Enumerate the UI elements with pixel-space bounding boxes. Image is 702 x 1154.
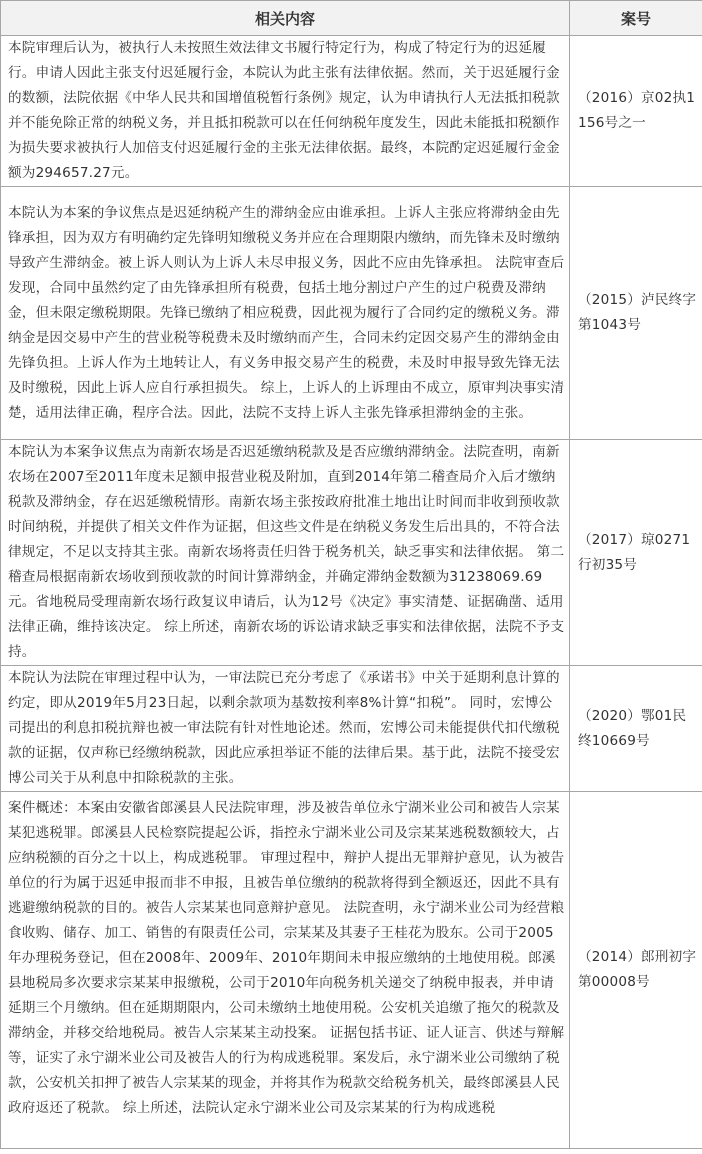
header-row — [1, 1, 702, 36]
header-content: 相关内容 — [1, 1, 570, 36]
case-content: 本院审理后认为，被执行人未按照生效法律文书履行特定行为，构成了特定行为的迟延履行。申请人因此主张支付迟延履行金，本院认为此主张有法律依据。然而，关于迟延履行金的数额，法院依据《中华人民共和国增值税暂行条例》规定，认为申请执行人无法抵扣税款并不能免除正常的纳税义务，并且抵扣税款可以在任何纳税年度发生，因此未能抵扣税额作为损失要求被执行人加倍支付迟延履行金的主张无法律依据。最终，本院酌定迟延履行金金额为294657.27元。 — [1, 36, 570, 187]
case-number: （2014）郎刑初字第00008号 — [570, 792, 702, 1149]
table-row — [1, 792, 702, 1149]
table-row — [1, 36, 702, 187]
case-content: 本院认为法院在审理过程中认为，一审法院已充分考虑了《承诺书》中关于延期利息计算的约定，即从2019年5月23日起，以剩余款项为基数按利率8%计算“扣税”。 同时，宏博公司提出的利息扣税抗辩也被一审法院有针对性地论述。然而，宏博公司未能提供代扣代缴税款的证据，仅声称已经缴纳税款，因此应承担举证不能的法律后果。基于此，法院不接受宏博公司关于从利息中扣除税款的主张。 — [1, 666, 570, 792]
case-content: 案件概述：本案由安徽省郎溪县人民法院审理，涉及被告单位永宁湖米业公司和被告人宗某某犯逃税罪。郎溪县人民检察院提起公诉，指控永宁湖米业公司及宗某某逃税数额较大，占应纳税额的百分之十以上，构成逃税罪。 审理过程中，辩护人提出无罪辩护意见，认为被告单位的行为属于迟延申报而非不申报，且被告单位缴纳的税款将得到全额返还，因此不具有逃避缴纳税款的目的。被告人宗某某也同意辩护意见。 法院查明，永宁湖米业公司为经营粮食收购、储存、加工、销售的有限责任公司，宗某某及其妻子王桂花为股东。公司于2005年办理税务登记，但在2008年、2009年、2010年期间未申报应缴纳的土地使用税。郎溪县地税局多次要求宗某某申报缴税，公司于2010年向税务机关递交了纳税申报表，并申请延期三个月缴纳。但在延期期限内，公司未缴纳土地使用税。公安机关追缴了拖欠的税款及滞纳金，并移交给地税局。被告人宗某某主动投案。 证据包括书证、证人证言、供述与辩解等，证实了永宁湖米业公司及被告人的行为构成逃税罪。案发后，永宁湖米业公司缴纳了税款，公安机关扣押了被告人宗某某的现金，并将其作为税款交给税务机关，最终郎溪县人民政府返还了税款。 综上所述，法院认定永宁湖米业公司及宗某某的行为构成逃税 — [1, 792, 570, 1149]
case-number: （2017）琼0271行初35号 — [570, 440, 702, 666]
header-case-no: 案号 — [570, 1, 702, 36]
case-content: 本院认为本案争议焦点为南新农场是否迟延缴纳税款及是否应缴纳滞纳金。法院查明，南新农场在2007至2011年度未足额申报营业税及附加，直到2014年第二稽查局介入后才缴纳税款及滞纳金，存在迟延缴税情形。南新农场主张按政府批准土地出让时间而非收到预收款时间纳税，并提供了相关文件作为证据，但这些文件是在纳税义务发生后出具的，不符合法律规定，不足以支持其主张。南新农场将责任归咎于税务机关，缺乏事实和法律依据。 第二稽查局根据南新农场收到预收款的时间计算滞纳金，并确定滞纳金数额为31238069.69元。省地税局受理南新农场行政复议申请后，认为12号《决定》事实清楚、证据确凿、适用法律正确，维持该决定。 综上所述，南新农场的诉讼请求缺乏事实和法律依据，法院不予支持。 — [1, 440, 570, 666]
case-content: 本院认为本案的争议焦点是迟延纳税产生的滞纳金应由谁承担。上诉人主张应将滞纳金由先锋承担，因为双方有明确约定先锋明知缴税义务并应在合理期限内缴纳，而先锋未及时缴纳导致产生滞纳金。被上诉人则认为上诉人未尽申报义务，因此不应由先锋承担。 法院审查后发现，合同中虽然约定了由先锋承担所有税费，包括土地分割过户产生的过户税费及滞纳金，但未限定缴税期限。先锋已缴纳了相应税费，因此视为履行了合同约定的缴税义务。滞纳金是因交易中产生的营业税等税费未及时缴纳而产生，合同未约定因交易产生的滞纳金由先锋负担。上诉人作为土地转让人，有义务申报交易产生的税费，未及时申报导致先锋无法及时缴税，因此上诉人应自行承担损失。 综上，上诉人的上诉理由不成立，原审判决事实清楚，适用法律正确，程序合法。因此，法院不支持上诉人主张先锋承担滞纳金的主张。 — [1, 187, 570, 440]
case-number: （2016）京02执1156号之一 — [570, 36, 702, 187]
table-row — [1, 187, 702, 440]
case-number: （2020）鄂01民终10669号 — [570, 666, 702, 792]
table-row — [1, 666, 702, 792]
table-row — [1, 440, 702, 666]
case-number: （2015）泸民终字第1043号 — [570, 187, 702, 440]
